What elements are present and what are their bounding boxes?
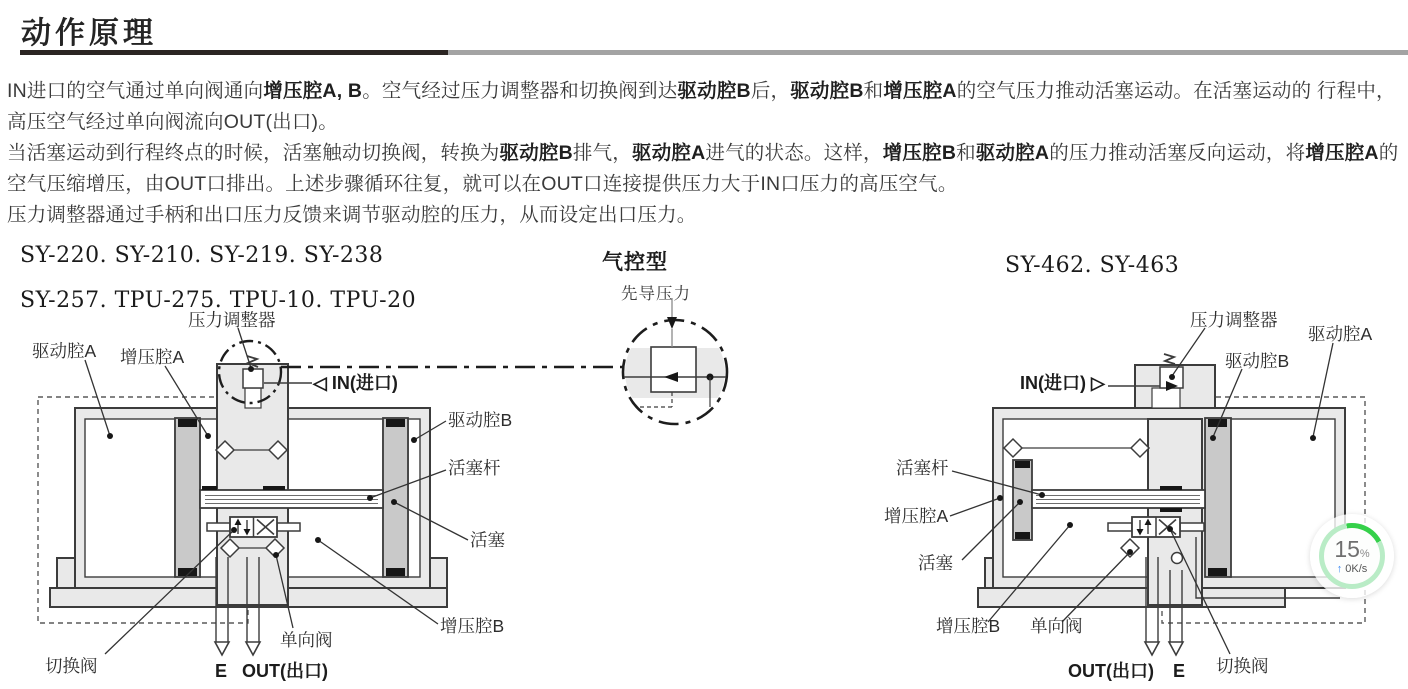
upload-speed: ↑ 0K/s	[1336, 562, 1368, 575]
label-piston-rod-left: 活塞杆	[448, 458, 501, 478]
label-regulator-right: 压力调整器	[1190, 310, 1278, 330]
pilot-detail-drawing	[281, 298, 727, 424]
label-boost-a-right: 增压腔A	[884, 506, 949, 526]
right-diagram-drawing	[978, 354, 1365, 655]
progress-ring	[1319, 523, 1385, 589]
label-drive-a-right: 驱动腔A	[1308, 324, 1373, 344]
in-text-right: IN(进口)	[1020, 373, 1086, 393]
label-piston-rod-right: 活塞杆	[896, 458, 949, 478]
flow-triangle-right-icon: ▷	[1091, 373, 1105, 393]
paragraph: IN进口的空气通过单向阀通向增压腔A, B。空气经过压力调整器和切换阀到达驱动腔B后，驱动腔B和增压腔A的空气压力推动活塞运动。在活塞运动的 行程中，高压空气经过单向阀流向OUT(出口)。	[7, 80, 1396, 133]
progress-percent: 15%	[1334, 535, 1370, 562]
paragraph: 当活塞运动到行程终点的时候，活塞触动切换阀，转换为驱动腔B排气，驱动腔A进气的状态。这样，增压腔B和驱动腔A的压力推动活塞反向运动，将增压腔A的空气压缩增压，由OUT口排出。上述步骤循环往复，就可以在OUT口连接提供压力大于IN口压力的高压空气。	[7, 142, 1399, 195]
model-list-2: SY-257. TPU-275. TPU-10. TPU-20	[20, 288, 417, 313]
label-boost-b-left: 增压腔B	[440, 616, 505, 636]
label-switch-valve-left: 切换阀	[45, 656, 98, 676]
label-check-valve-right: 单向阀	[1030, 616, 1083, 636]
progress-badge[interactable]	[1310, 514, 1394, 598]
model-list-3: SY-462. SY-463	[1005, 253, 1180, 278]
page-title: 动作原理	[21, 17, 157, 50]
in-text-left: IN(进口)	[331, 373, 398, 393]
diagram-area	[0, 240, 1408, 689]
pilot-pressure-label: 先导压力	[621, 285, 691, 303]
flow-triangle-left-icon: ◁	[313, 373, 327, 393]
label-out-left: OUT(出口)	[242, 661, 328, 681]
label-exhaust-left: E	[215, 661, 228, 681]
title-underline-dark	[20, 50, 448, 55]
label-regulator-left: 压力调整器	[188, 310, 276, 330]
body-paragraphs	[7, 76, 1404, 231]
label-in-right	[1020, 373, 1105, 394]
paragraph: 压力调整器通过手柄和出口压力反馈来调节驱动腔的压力，从而设定出口压力。	[7, 204, 697, 226]
title-underline-gray	[448, 50, 1408, 55]
pilot-type-title: 气控型	[602, 251, 668, 274]
label-boost-b-right: 增压腔B	[936, 616, 1001, 636]
label-boost-a-left: 增压腔A	[120, 347, 185, 367]
label-drive-a-left: 驱动腔A	[32, 341, 97, 361]
progress-badge-content	[1324, 528, 1380, 584]
label-piston-left: 活塞	[470, 530, 505, 550]
label-piston-right: 活塞	[918, 553, 953, 573]
label-in-left	[313, 373, 398, 394]
upload-arrow-icon: ↑	[1336, 562, 1343, 575]
label-switch-valve-right: 切换阀	[1216, 656, 1269, 676]
label-exhaust-right: E	[1173, 661, 1186, 681]
label-drive-b-left: 驱动腔B	[448, 410, 513, 430]
label-drive-b-right: 驱动腔B	[1225, 351, 1290, 371]
label-out-right: OUT(出口)	[1068, 661, 1154, 681]
label-check-valve-left: 单向阀	[280, 630, 333, 650]
model-list-1: SY-220. SY-210. SY-219. SY-238	[20, 243, 384, 268]
